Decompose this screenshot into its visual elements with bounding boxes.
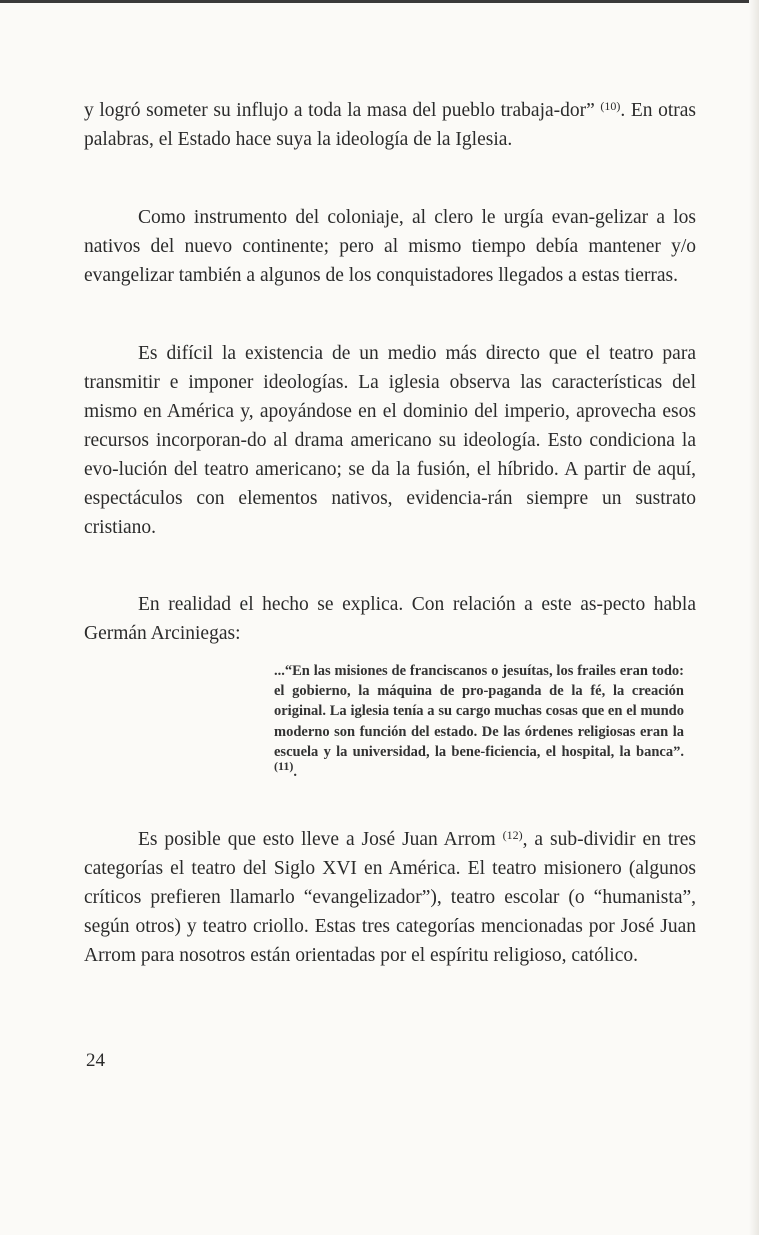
footnote-ref-10: (10)	[600, 99, 621, 113]
paragraph-5-text: , a sub-dividir en tres categorías el teatro del Siglo XVI en América. El teatro misionero (algunos críticos prefieren llamarlo “evangelizador”), teatro escolar (o “humanista”, según otros) y teatro criollo. Estas tres categorías mencionadas por José Juan Arrom para nosotros están orientadas por el espíritu religioso, católico.	[84, 829, 696, 966]
page-top-edge	[0, 0, 759, 3]
paragraph-1	[84, 96, 696, 154]
paragraph-5-lead: Es posible que esto lleve a José Juan Arrom	[138, 829, 496, 850]
block-quote-text: ...“En las misiones de franciscanos o jesuítas, los frailes eran todo: el gobierno, la máquina de pro-paganda de la fé, la creación original. La iglesia tenía a su cargo muchas cosas que en el mundo moderno son función del estado. De las órdenes religiosas eran la escuela y la universidad, la bene-ficiencia, el hospital, la banca”.	[274, 663, 684, 760]
paragraph-3	[84, 339, 696, 542]
paragraph-4-text: En realidad el hecho se explica. Con relación a este as-pecto habla Germán Arciniegas:	[84, 594, 696, 644]
paragraph-2-text: Como instrumento del coloniaje, al clero le urgía evan-gelizar a los nativos del nuevo continente; pero al mismo tiempo debía mantener y/o evangelizar también a algunos de los conquistadores llegados a estas tierras.	[84, 207, 696, 286]
paragraph-2	[84, 203, 696, 290]
paragraph-4	[84, 590, 696, 648]
paragraph-1-tail: . En otras palabras, el Estado hace suya la ideología de la Iglesia.	[84, 100, 696, 150]
page-right-edge	[749, 0, 759, 1235]
footnote-ref-12: (12)	[502, 828, 523, 842]
block-quote	[274, 661, 684, 782]
page-number: 24	[86, 1050, 105, 1071]
footnote-ref-11: (11)	[274, 759, 294, 774]
paragraph-5	[84, 825, 696, 970]
paragraph-1-text: y logró someter su influjo a toda la masa del pueblo trabaja-dor”	[84, 100, 595, 121]
block-quote-tail: .	[293, 764, 297, 781]
paragraph-3-text: Es difícil la existencia de un medio más directo que el teatro para transmitir e imponer ideologías. La iglesia observa las características del mismo en América y, apoyándose en el dominio del imperio, aprovecha esos recursos incorporan-do al drama americano su ideología. Esto condiciona la evo-lución del teatro americano; se da la fusión, el híbrido. A partir de aquí, espectáculos con elementos nativos, evidencia-rán siempre un sustrato cristiano.	[84, 343, 696, 538]
